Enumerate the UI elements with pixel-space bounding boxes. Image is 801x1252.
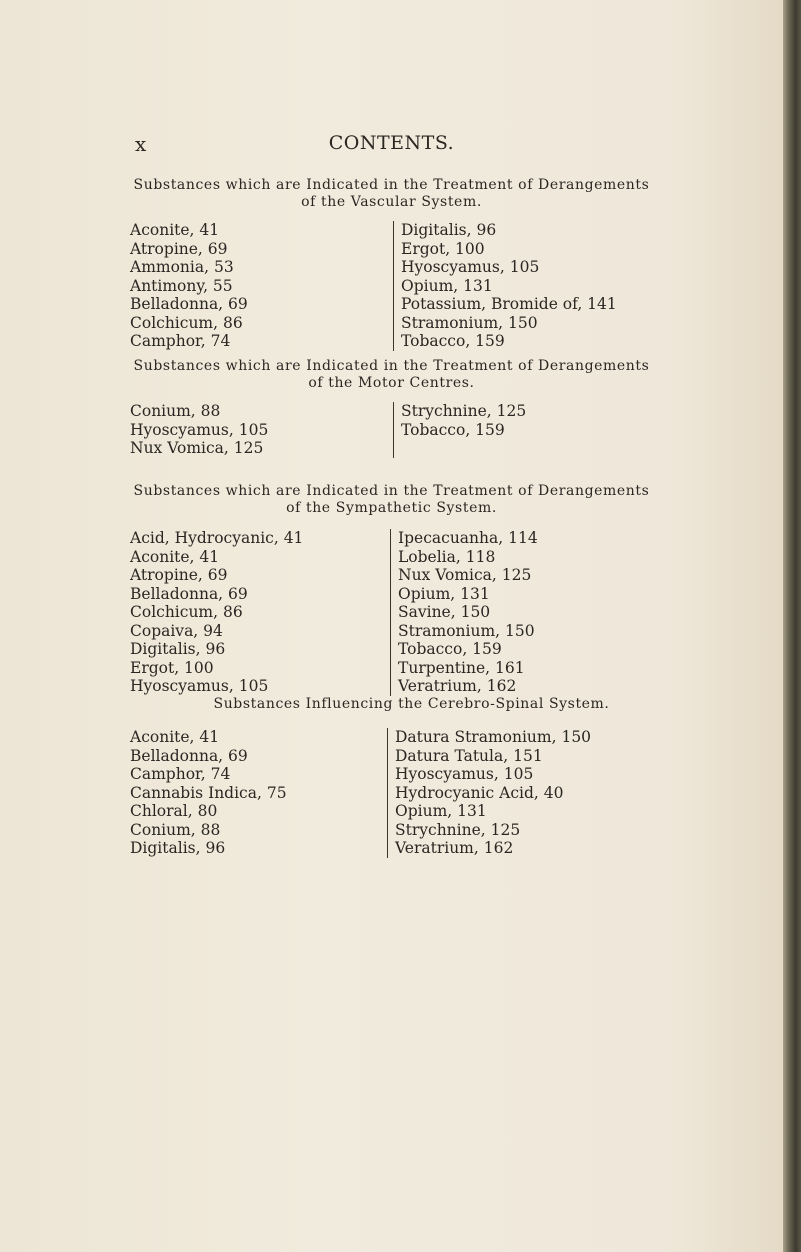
list-item: Ergot, 100 [130,658,214,677]
list-item: Conium, 88 [130,820,221,839]
list-item: Lobelia, 118 [398,547,496,566]
right-column [390,529,538,696]
list-item: Belladonna, 69 [130,295,248,313]
list-item: Acid, Hydrocyanic, 41 [130,529,304,547]
list-item: Cannabis Indica, 75 [130,783,287,802]
list-item: Strychnine, 125 [395,820,521,839]
list-item: Nux Vomica, 125 [398,566,532,584]
list-item: Opium, 131 [398,584,490,603]
list-item: Ipecacuanha, 114 [398,529,538,547]
section-motor-centres [0,358,783,457]
list-item: Hydrocyanic Acid, 40 [395,783,564,802]
list-item: Tobacco, 159 [401,332,505,350]
list-item: Hyoscyamus, 105 [401,258,540,276]
list-item: Stramonium, 150 [401,313,538,332]
list-item: Veratrium, 162 [398,677,517,695]
list-item: Conium, 88 [130,402,221,420]
section-heading: Substances which are Indicated in the Treatment of Derangements [133,177,650,193]
right-column [393,221,617,351]
section-subheading: of the Sympathetic System. [286,500,497,516]
list-item: Aconite, 41 [130,728,220,746]
list-item: Hyoscyamus, 105 [395,765,534,783]
left-column [130,728,287,858]
column-rule-spacer [401,439,526,458]
left-column [130,529,303,696]
list-item: Tobacco, 159 [401,420,505,439]
section-subheading: of the Vascular System. [301,194,482,210]
list-item: Digitalis, 96 [130,640,226,658]
list-item: Nux Vomica, 125 [130,439,264,457]
list-item: Hyoscyamus, 105 [130,420,269,439]
list-item: Camphor, 74 [130,765,231,783]
list-item: Atropine, 69 [130,239,228,258]
list-item: Stramonium, 150 [398,621,535,640]
list-item: Belladonna, 69 [130,584,248,603]
list-item: Colchicum, 86 [130,313,243,332]
list-item: Belladonna, 69 [130,746,248,765]
section-subheading: of the Motor Centres. [308,375,475,391]
page-binding-edge [783,0,801,1252]
page-number: x [135,132,147,156]
list-item: Veratrium, 162 [395,839,514,857]
section-vascular-system [0,177,783,350]
list-item: Opium, 131 [395,802,487,820]
section-heading: Substances Influencing the Cerebro-Spinal System. [213,696,610,712]
list-item: Ammonia, 53 [130,258,234,276]
section-sympathetic-system [0,483,783,695]
list-item: Aconite, 41 [130,547,220,566]
list-item: Aconite, 41 [130,221,220,239]
list-item: Potassium, Bromide of, 141 [401,295,617,313]
running-title: CONTENTS. [328,132,455,154]
section-heading: Substances which are Indicated in the Treatment of Derangements [133,483,650,499]
page-header [0,132,783,162]
list-item: Datura Stramonium, 150 [395,728,592,746]
list-item: Datura Tatula, 151 [395,746,543,765]
right-column [387,728,591,858]
list-item: Savine, 150 [398,603,491,621]
list-item: Opium, 131 [401,276,493,295]
list-item: Antimony, 55 [130,276,233,295]
list-item: Camphor, 74 [130,332,231,350]
list-item: Tobacco, 159 [398,640,502,658]
list-item: Copaiva, 94 [130,621,223,640]
list-item: Ergot, 100 [401,239,485,258]
list-item: Atropine, 69 [130,566,228,584]
list-item: Chloral, 80 [130,802,218,820]
list-item: Strychnine, 125 [401,402,527,420]
section-cerebro-spinal-system [0,696,783,857]
list-item: Digitalis, 96 [401,221,497,239]
left-column [130,402,268,458]
list-item: Hyoscyamus, 105 [130,677,269,695]
left-column [130,221,248,351]
list-item: Colchicum, 86 [130,603,243,621]
list-item: Digitalis, 96 [130,839,226,857]
list-item: Turpentine, 161 [398,658,525,677]
section-heading: Substances which are Indicated in the Treatment of Derangements [133,358,650,374]
right-column [393,402,526,458]
